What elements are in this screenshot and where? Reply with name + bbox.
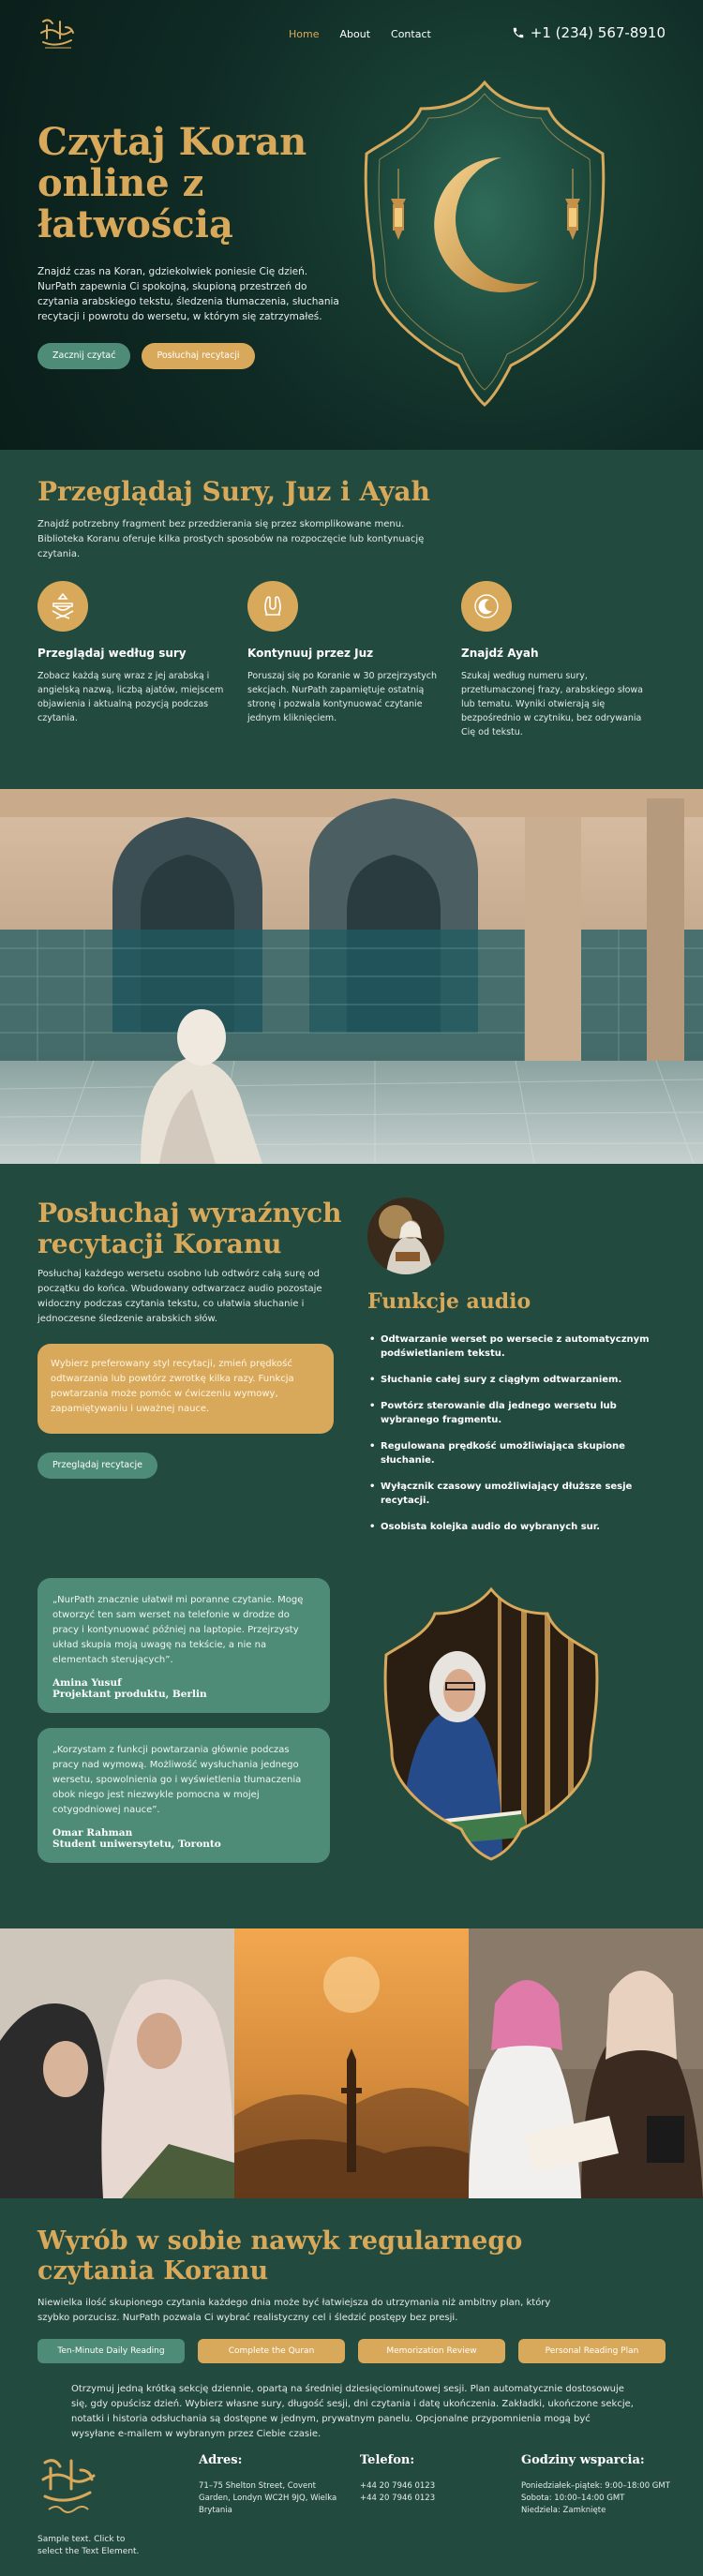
mosque-interior-image xyxy=(0,789,703,1164)
women-smiling-photo xyxy=(469,1928,703,2198)
footer-address-text: 71–75 Shelton Street, Covent Garden, Londyn WC2H 9JQ, Wielka Brytania xyxy=(199,2481,337,2515)
listen-text: Posłuchaj każdego wersetu osobno lub odtwórz całą surę od początku do końca. Wbudowany odtwarzacz audio pozostaje widoczny podczas czytania tekstu, co ułatwia słuchanie i jednoczesne śledzenie arabskich słów. xyxy=(37,1269,322,1324)
footer-hours xyxy=(521,2453,671,2517)
praying-hands-icon xyxy=(247,581,298,632)
header-phone[interactable] xyxy=(512,24,666,41)
footer-hours-title: Godziny wsparcia: xyxy=(521,2453,645,2467)
tab-memorization-review[interactable]: Memorization Review xyxy=(358,2339,505,2363)
footer-hours-line: Poniedziałek–piątek: 9:00–18:00 GMT xyxy=(521,2481,670,2491)
reader-avatar xyxy=(367,1198,444,1274)
header-phone-number: +1 (234) 567-8910 xyxy=(530,24,666,41)
list-item: • Regulowana prędkość umożliwiająca skupione słuchanie. xyxy=(367,1439,658,1467)
footer-note: Sample text. Click to select the Text Element. xyxy=(37,2535,140,2556)
testimonial-role: Projektant produktu, Berlin xyxy=(52,1689,207,1700)
mosque-prayer-photo xyxy=(0,789,703,1164)
footer-phone-title: Telefon: xyxy=(360,2453,415,2467)
habit-title: Wyrób w sobie nawyk regularnego czytania Koranu xyxy=(37,2226,523,2286)
tab-personal-plan[interactable]: Personal Reading Plan xyxy=(518,2339,666,2363)
list-item: • Wyłącznik czasowy umożliwiający dłuższe sesje recytacji. xyxy=(367,1480,658,1508)
feature-browse-surah xyxy=(37,581,234,725)
list-item: • Powtórz sterowanie dla jednego wersetu lub wybranego fragmentu. xyxy=(367,1399,658,1427)
habit-tab-content: Otrzymuj jedną krótką sekcję dziennie, opartą na średniej dziesięciominutowej sesji. Plan automatycznie dostosowuje się, gdy opuścisz dzień. Wybierz własne sury, długość sesji, dni czytania i datę ukończenia. Zakładki, ukończone sekcje, notatki i historia odsłuchania są dostępne w jednym, prywatnym panelu. Opcjonalne przypomnienia mogą być wysyłane e-mailem w wybranym przez Ciebie czasie. xyxy=(71,2384,634,2439)
phone-icon xyxy=(512,26,525,39)
reading-plan-tabs xyxy=(37,2339,666,2363)
testimonial-quote: „Korzystam z funkcji powtarzania głównie podczas pracy nad wymową. Możliwość wysłuchania jednego wersetu, spowolnienia go i wyświetlenia tłumaczenia obok niego jest niezwykle pomocna w mojej cotygodniowej nauce”. xyxy=(52,1745,302,1815)
feature-continue-juz xyxy=(247,581,444,725)
testimonial-quote: „NurPath znacznie ułatwił mi poranne czytanie. Mogę otworzyć ten sam werset na telefonie w drodze do pracy i kontynuować później na laptopie. Przejrzysty układ skupia moją uwagę na tekście, a nie na elementach sterujących”. xyxy=(52,1595,304,1665)
testimonial-role: Student uniwersytetu, Toronto xyxy=(52,1839,221,1850)
browse-recitations-button[interactable]: Przeglądaj recytacje xyxy=(37,1452,157,1479)
feature-title: Kontynuuj przez Juz xyxy=(247,647,374,660)
footer-phone xyxy=(360,2453,491,2505)
audio-features-list xyxy=(367,1333,658,1546)
listen-section xyxy=(0,1164,703,1563)
footer xyxy=(0,2444,703,2576)
audio-features-title: Funkcje audio xyxy=(367,1289,531,1314)
footer-phone-number[interactable]: +44 20 7946 0123 xyxy=(360,2494,436,2503)
photo-strip xyxy=(0,1928,703,2198)
hero-section xyxy=(0,0,703,450)
footer-hours-line: Sobota: 10:00–14:00 GMT xyxy=(521,2494,625,2503)
footer-phone-number[interactable]: +44 20 7946 0123 xyxy=(360,2481,436,2491)
testimonial-name: Amina Yusuf xyxy=(52,1677,122,1689)
listen-recitation-button[interactable]: Posłuchaj recytacji xyxy=(142,343,254,369)
crescent-emblem-icon xyxy=(461,581,512,632)
list-item: • Słuchanie całej sury z ciągłym odtwarzaniem. xyxy=(367,1373,658,1387)
feature-text: Poruszaj się po Koranie w 30 przejrzystych sekcjach. NurPath zapamiętuje ostatnią stronę i pozwala kontynuować czytanie jednym kliknięciem. xyxy=(247,671,438,723)
recitation-callout: Wybierz preferowany styl recytacji, zmień prędkość odtwarzania lub powtórz zwrotkę kilka razy. Funkcja powtarzania może pomóc w ćwiczeniu wymowy, zapamiętywaniu i uważnej nauce. xyxy=(37,1344,334,1434)
footer-logo[interactable] xyxy=(37,2453,103,2521)
top-nav xyxy=(37,21,666,49)
browse-title: Przeglądaj Sury, Juz i Ayah xyxy=(37,476,430,507)
footer-address-title: Adres: xyxy=(199,2453,243,2467)
feature-title: Przeglądaj według sury xyxy=(37,647,187,660)
testimonial-card xyxy=(37,1578,330,1713)
habit-lead: Niewielka ilość skupionego czytania każdego dnia może być łatwiejsza do utrzymania niż ambitny plan, który szybko porzucisz. NurPath pozwala Ci wybrać realistyczny cel i śledzić postępy bez presji. xyxy=(37,2298,551,2323)
testimonial-name: Omar Rahman xyxy=(52,1827,133,1839)
footer-address xyxy=(199,2453,349,2517)
tab-complete-quran[interactable]: Complete the Quran xyxy=(198,2339,345,2363)
feature-find-ayah xyxy=(461,581,658,739)
hero-buttons xyxy=(37,343,255,369)
testimonials-section xyxy=(0,1563,703,1928)
book-stand-icon xyxy=(37,581,88,632)
feature-title: Znajdź Ayah xyxy=(461,647,539,660)
list-item: • Odtwarzanie werset po wersecie z automatycznym podświetlaniem tekstu. xyxy=(367,1333,658,1361)
list-item: • Osobista kolejka audio do wybranych sur. xyxy=(367,1520,658,1534)
minaret-sunset-photo xyxy=(234,1928,469,2198)
nav-contact[interactable]: Contact xyxy=(391,28,431,40)
habit-section xyxy=(0,2198,703,2444)
browse-section xyxy=(0,450,703,789)
listen-title: Posłuchaj wyraźnych recytacji Koranu xyxy=(37,1198,342,1259)
crescent-arch-illustration xyxy=(361,75,609,412)
women-reading-photo xyxy=(0,1928,234,2198)
woman-reading-image xyxy=(381,1586,602,1863)
testimonial-card xyxy=(37,1728,330,1863)
hero-title: Czytaj Koran online z łatwością xyxy=(37,120,307,246)
browse-lead: Znajdź potrzebny fragment bez przedzierania się przez skomplikowane menu. Biblioteka Koranu oferuje kilka prostych sposobów na rozpoczęcie lub kontynuację czytania. xyxy=(37,519,425,559)
tab-ten-minute-daily[interactable]: Ten-Minute Daily Reading xyxy=(37,2339,185,2363)
hero-text: Znajdź czas na Koran, gdziekolwiek poniesie Cię dzień. NurPath zapewnia Ci spokojną, skupioną przestrzeń do czytania arabskiego tekstu, śledzenia tłumaczenia, słuchania recytacji i powrotu do wersetu, w którym się zatrzymałeś. xyxy=(37,266,339,322)
start-reading-button[interactable]: Zacznij czytać xyxy=(37,343,130,369)
nav-links xyxy=(289,28,431,40)
nav-home[interactable]: Home xyxy=(289,28,320,40)
footer-hours-line: Niedziela: Zamknięte xyxy=(521,2506,606,2515)
feature-text: Szukaj według numeru sury, przetłumaczonej frazy, arabskiego słowa lub tematu. Wyniki otwierają się bezpośrednio w czytniku, bez odrywania Cię od tekstu. xyxy=(461,671,643,737)
nurpath-logo[interactable] xyxy=(37,16,81,53)
nav-about[interactable]: About xyxy=(339,28,371,40)
feature-text: Zobacz każdą surę wraz z jej arabską i angielską nazwą, liczbą ajatów, miejscem objawienia i aktualną pozycją podczas czytania. xyxy=(37,671,224,723)
